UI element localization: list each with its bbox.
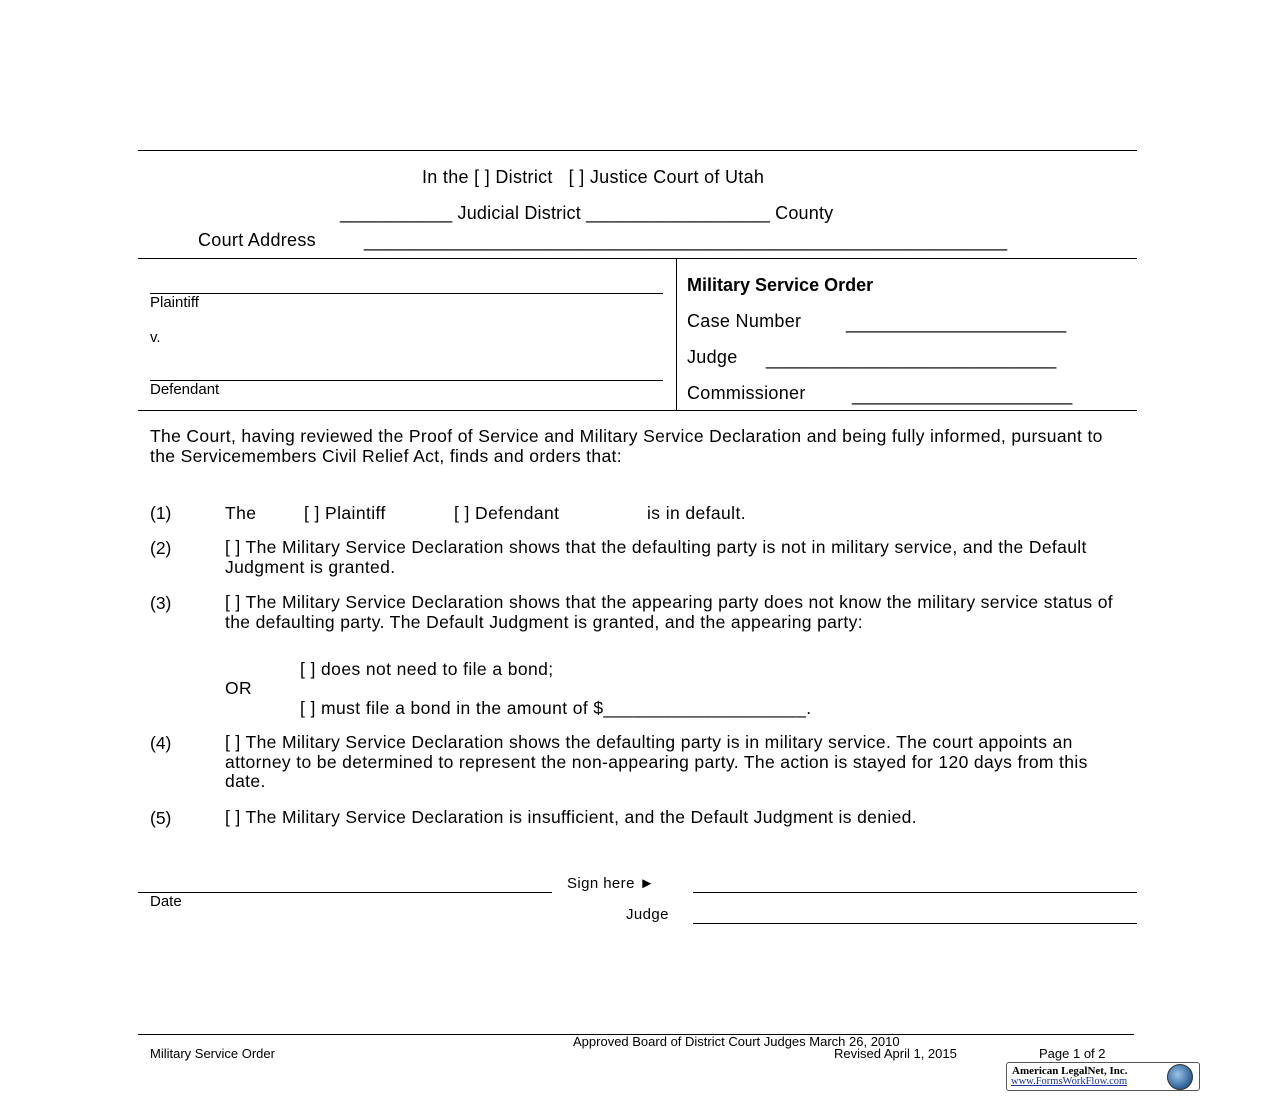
judge-label: Judge <box>687 347 738 367</box>
caption-bottom-rule <box>138 410 1137 411</box>
commissioner-blank: ______________________ <box>852 385 1073 405</box>
versus-label: v. <box>150 329 161 346</box>
judge-signature-label: Judge <box>626 906 669 923</box>
caption-top-rule <box>138 258 1137 259</box>
item-1-suffix: is in default. <box>647 503 746 523</box>
defendant-label: Defendant <box>150 381 220 398</box>
item-1-the: The <box>225 503 257 523</box>
court-selection-line: In the [ ] District [ ] Justice Court of Utah <box>422 167 765 187</box>
item-3-bond-amount-checkbox[interactable]: [ ] must file a bond in the amount of $____________________. <box>300 698 812 718</box>
plaintiff-label: Plaintiff <box>150 294 199 311</box>
defendant-line <box>150 380 663 381</box>
item-5-text[interactable]: [ ] The Military Service Declaration is insufficient, and the Default Judgment is denied. <box>225 807 917 827</box>
item-1-plaintiff-checkbox[interactable]: [ ] Plaintiff <box>304 503 386 523</box>
commissioner-label: Commissioner <box>687 383 806 403</box>
item-1-defendant-checkbox[interactable]: [ ] Defendant <box>454 503 560 523</box>
intro-paragraph: The Court, having reviewed the Proof of Service and Military Service Declaration and being fully informed, pursuant to the Servicemembers Civil Relief Act, finds and orders that: <box>150 426 1103 466</box>
logo-company-name: American LegalNet, Inc. <box>1012 1065 1128 1077</box>
item-2-number: (2) <box>150 538 172 558</box>
document-title: Military Service Order <box>687 275 874 295</box>
date-label: Date <box>150 893 182 910</box>
date-line[interactable] <box>138 892 552 893</box>
judicial-district-line: ___________ Judicial District __________________ County <box>340 203 834 223</box>
plaintiff-line <box>150 293 663 294</box>
page-number: Page 1 of 2 <box>1039 1046 1106 1061</box>
case-number-blank: ______________________ <box>846 313 1067 333</box>
item-3-no-bond-checkbox[interactable]: [ ] does not need to file a bond; <box>300 659 554 679</box>
globe-icon <box>1167 1064 1193 1090</box>
top-rule <box>138 150 1137 151</box>
item-1-number: (1) <box>150 503 172 523</box>
logo-url-link[interactable]: www.FormsWorkFlow.com <box>1011 1076 1128 1087</box>
court-address-blank: _______________________________________________________________ <box>364 231 1008 251</box>
sign-here-label: Sign here ► <box>567 875 655 892</box>
item-5-number: (5) <box>150 808 172 828</box>
revised-note: Revised April 1, 2015 <box>834 1046 957 1061</box>
case-number-label: Case Number <box>687 311 802 331</box>
item-3-number: (3) <box>150 593 172 613</box>
item-4-text[interactable]: [ ] The Military Service Declaration shows the defaulting party is in military service. The court appoints an attorney to be determined to represent the non-appearing party. The action is stayed for 120 days from this date. <box>225 732 1088 792</box>
footer-form-name: Military Service Order <box>150 1046 275 1061</box>
judge-blank: _____________________________ <box>766 349 1057 369</box>
item-4-number: (4) <box>150 733 172 753</box>
item-3-text[interactable]: [ ] The Military Service Declaration shows that the appearing party does not know the military service status of the defaulting party. The Default Judgment is granted, and the appearing party: <box>225 592 1114 632</box>
caption-divider <box>676 258 677 410</box>
approved-note: Approved Board of District Court Judges March 26, 2010 <box>573 1034 900 1049</box>
american-legalnet-logo[interactable] <box>1006 1062 1200 1091</box>
signature-line[interactable] <box>693 892 1137 893</box>
judge-name-line[interactable] <box>693 923 1137 924</box>
item-2-text[interactable]: [ ] The Military Service Declaration shows that the defaulting party is not in military service, and the Default Judgment is granted. <box>225 537 1087 577</box>
item-3-or: OR <box>225 678 253 698</box>
court-address-label: Court Address <box>198 230 316 250</box>
